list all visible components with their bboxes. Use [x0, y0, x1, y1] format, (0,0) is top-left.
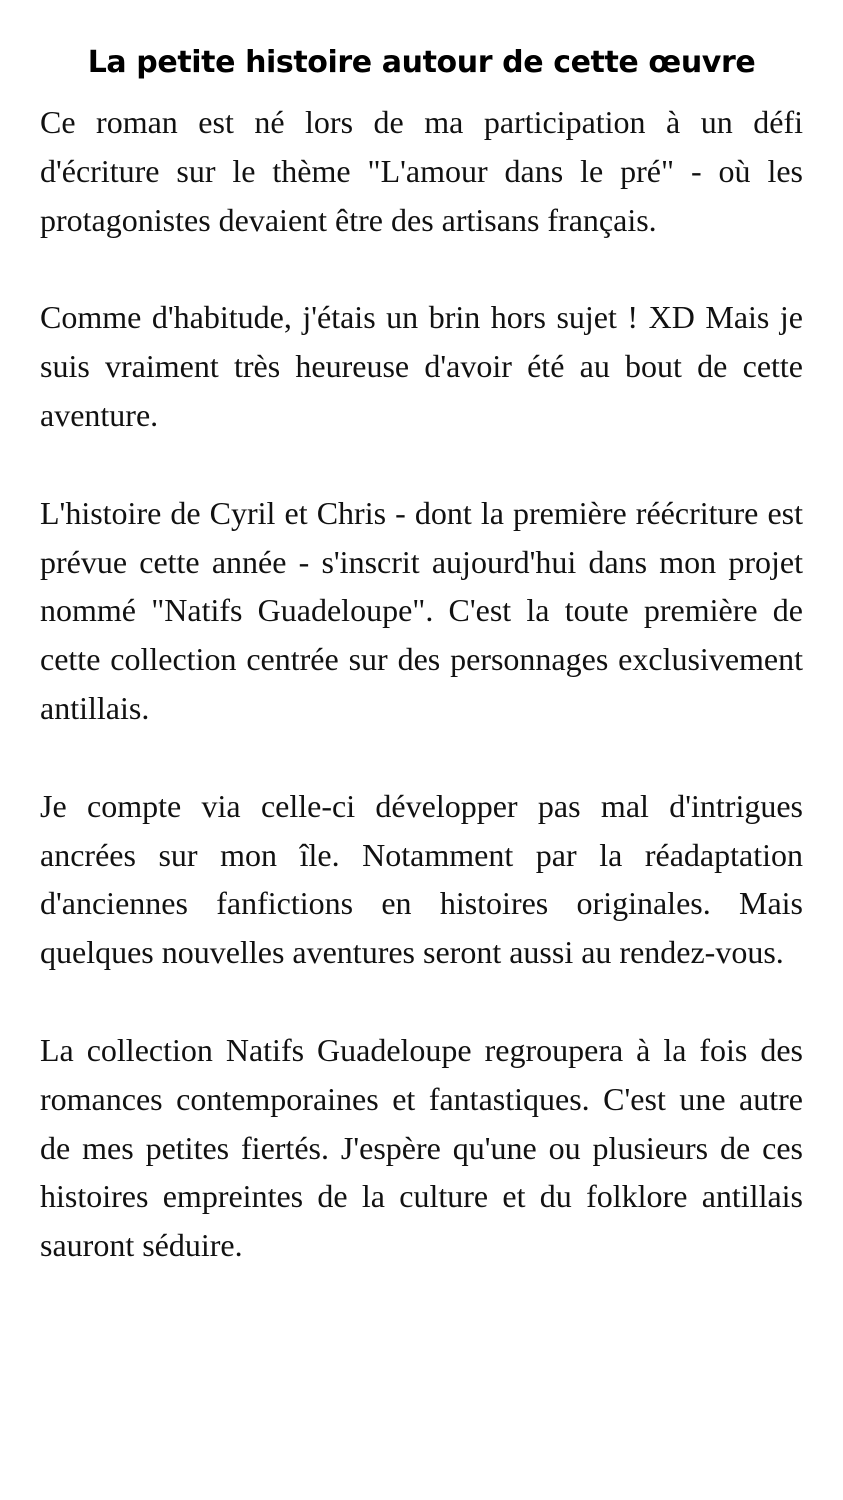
- paragraph-collection: La collection Natifs Guadeloupe regroupera à la fois des romances contemporaines et fantastiques. C'est une autre de mes petites fiertés. J'espère qu'une ou plusieurs de ces histoires empreintes de la culture et du folklore antillais sauront séduire.: [40, 1031, 803, 1264]
- document-body: [40, 98, 803, 1270]
- paragraph-off-topic: Comme d'habitude, j'étais un brin hors sujet ! XD Mais je suis vraiment très heureuse d'avoir été au bout de cette aventure.: [40, 299, 803, 433]
- page-title: La petite histoire autour de cette œuvre: [87, 45, 756, 80]
- paragraph-intrigues: Je compte via celle-ci développer pas mal d'intrigues ancrées sur mon île. Notamment par la réadaptation d'anciennes fanfictions en histoires originales. Mais quelques nouvelles aventures seront aussi au rendez-vous.: [40, 787, 803, 971]
- paragraph-origin: Ce roman est né lors de ma participation à un défi d'écriture sur le thème "L'amour dans le pré" - où les protagonistes devaient être des artisans français.: [40, 104, 803, 238]
- paragraph-cyril-chris: L'histoire de Cyril et Chris - dont la première réécriture est prévue cette année - s'inscrit aujourd'hui dans mon projet nommé "Natifs Guadeloupe". C'est la toute première de cette collection centrée sur des personnages exclusivement antillais.: [40, 494, 803, 726]
